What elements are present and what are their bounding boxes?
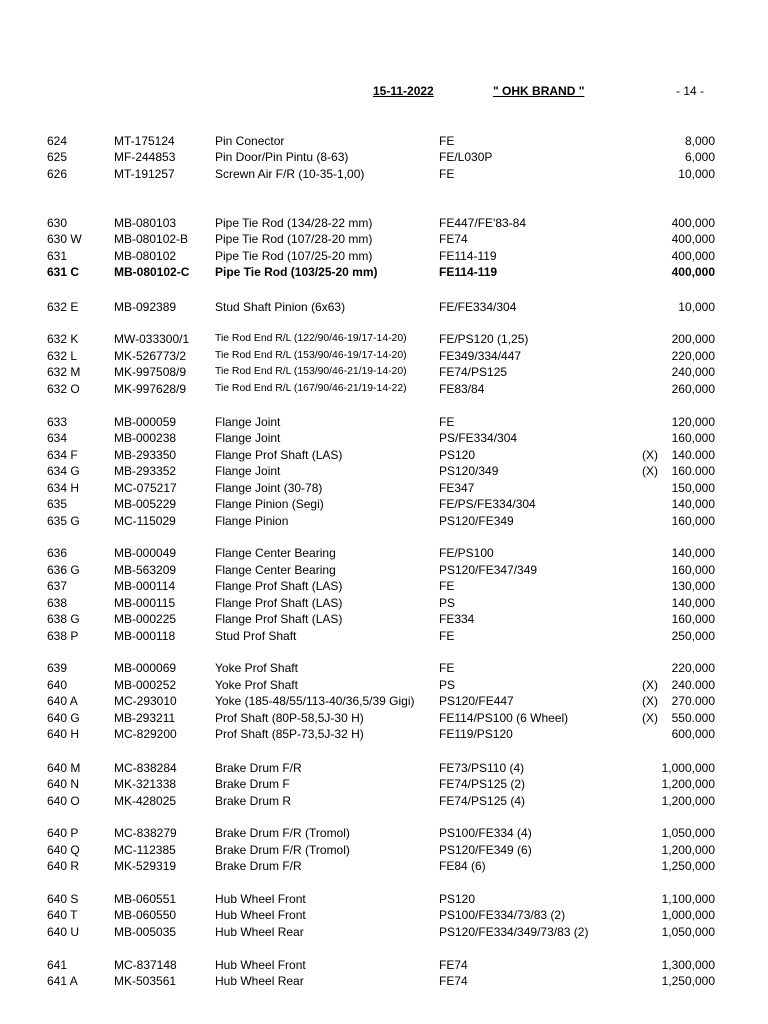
part-number: MC-837148 xyxy=(114,958,177,972)
part-number: MB-000114 xyxy=(114,579,176,593)
price: 1,050,000 xyxy=(661,925,715,939)
part-number: MB-060550 xyxy=(114,908,177,922)
application: FE114-119 xyxy=(439,265,498,279)
part-number: MB-000059 xyxy=(114,415,177,429)
price: 240,000 xyxy=(671,365,715,379)
application: PS120/349 xyxy=(439,464,499,478)
part-number: MB-080103 xyxy=(114,216,177,230)
item-number: 640 T xyxy=(47,908,78,922)
item-number: 636 xyxy=(47,546,68,560)
price: 140,000 xyxy=(671,596,715,610)
application: FE114/PS100 (6 Wheel) xyxy=(439,711,569,725)
description: Hub Wheel Front xyxy=(215,892,306,906)
part-number: MB-000115 xyxy=(114,596,176,610)
part-number: MB-000238 xyxy=(114,431,177,445)
description: Hub Wheel Front xyxy=(215,908,306,922)
item-number: 625 xyxy=(47,150,68,164)
part-number: MK-997628/9 xyxy=(114,382,187,396)
part-number: MB-060551 xyxy=(114,892,177,906)
price: 10,000 xyxy=(678,300,715,314)
description: Flange Center Bearing xyxy=(215,563,336,577)
description: Flange Prof Shaft (LAS) xyxy=(215,612,343,626)
price: 1,050,000 xyxy=(661,826,715,840)
item-number: 638 G xyxy=(47,612,80,626)
application: PS120/FE347/349 xyxy=(439,563,538,577)
item-number: 640 G xyxy=(47,711,80,725)
marker: (X) xyxy=(642,678,658,692)
list-row xyxy=(0,496,768,512)
description: Brake Drum F/R (Tromol) xyxy=(215,843,350,857)
description: Yoke Prof Shaft xyxy=(215,678,298,692)
part-number: MB-000049 xyxy=(114,546,177,560)
list-row xyxy=(0,710,768,726)
price: 600,000 xyxy=(671,727,715,741)
application: FE/PS120 (1,25) xyxy=(439,332,529,346)
description: Pin Conector xyxy=(215,134,285,148)
price: 1,200,000 xyxy=(661,794,715,808)
list-row xyxy=(0,562,768,578)
application: FE/L030P xyxy=(439,150,493,164)
price: 220,000 xyxy=(671,349,715,363)
item-number: 631 C xyxy=(47,265,80,279)
price: 120,000 xyxy=(671,415,715,429)
description: Tie Rod End R/L (153/90/46-19/17-14-20) xyxy=(215,350,407,361)
marker: (X) xyxy=(642,464,658,478)
part-number: MT-175124 xyxy=(114,134,175,148)
page-number: - 14 - xyxy=(676,84,705,98)
list-row xyxy=(0,149,768,165)
price: 130,000 xyxy=(671,579,715,593)
price: 220,000 xyxy=(671,661,715,675)
application: FE/PS100 xyxy=(439,546,494,560)
application: PS120 xyxy=(439,448,476,462)
description: Flange Joint (30-78) xyxy=(215,481,323,495)
price: 10,000 xyxy=(678,167,715,181)
application: FE74/PS125 (2) xyxy=(439,777,526,791)
application: FE74 xyxy=(439,232,468,246)
part-number: MB-000252 xyxy=(114,678,177,692)
description: Prof Shaft (80P-58,5J-30 H) xyxy=(215,711,364,725)
description: Screwn Air F/R (10-35-1,00) xyxy=(215,167,365,181)
price: 200,000 xyxy=(671,332,715,346)
part-number: MB-563209 xyxy=(114,563,177,577)
list-row xyxy=(0,693,768,709)
list-row xyxy=(0,677,768,693)
item-number: 640 U xyxy=(47,925,80,939)
price: 240.000 xyxy=(671,678,715,692)
item-number: 641 xyxy=(47,958,68,972)
application: FE xyxy=(439,167,455,181)
description: Hub Wheel Rear xyxy=(215,925,304,939)
application: FE74 xyxy=(439,958,468,972)
price: 400,000 xyxy=(671,216,715,230)
part-number: MB-005035 xyxy=(114,925,177,939)
description: Pin Door/Pin Pintu (8-63) xyxy=(215,150,349,164)
part-number: MC-075217 xyxy=(114,481,177,495)
list-row xyxy=(0,480,768,496)
application: FE119/PS120 xyxy=(439,727,513,741)
item-number: 640 H xyxy=(47,727,80,741)
list-row xyxy=(0,973,768,989)
application: FE347 xyxy=(439,481,475,495)
description: Pipe Tie Rod (107/28-20 mm) xyxy=(215,232,373,246)
list-row xyxy=(0,793,768,809)
item-number: 626 xyxy=(47,167,68,181)
description: Pipe Tie Rod (134/28-22 mm) xyxy=(215,216,373,230)
application: PS100/FE334 (4) xyxy=(439,826,532,840)
price: 140.000 xyxy=(671,448,715,462)
application: PS120/FE349 (6) xyxy=(439,843,532,857)
list-row xyxy=(0,726,768,742)
price: 1,250,000 xyxy=(661,974,715,988)
list-row xyxy=(0,842,768,858)
item-number: 640 M xyxy=(47,761,81,775)
part-number: MW-033300/1 xyxy=(114,332,190,346)
application: FE349/334/447 xyxy=(439,349,522,363)
part-number: MK-997508/9 xyxy=(114,365,187,379)
part-number: MT-191257 xyxy=(114,167,175,181)
part-number: MB-005229 xyxy=(114,497,177,511)
item-number: 632 K xyxy=(47,332,79,346)
description: Tie Rod End R/L (122/90/46-19/17-14-20) xyxy=(215,333,407,344)
part-number: MC-293010 xyxy=(114,694,177,708)
part-number: MB-000118 xyxy=(114,629,176,643)
part-number: MB-092389 xyxy=(114,300,177,314)
part-number: MF-244853 xyxy=(114,150,176,164)
application: FE334 xyxy=(439,612,475,626)
list-row xyxy=(0,348,768,364)
item-number: 639 xyxy=(47,661,68,675)
description: Tie Rod End R/L (167/90/46-21/19-14-22) xyxy=(215,383,407,394)
application: FE74 xyxy=(439,974,468,988)
part-number: MC-115029 xyxy=(114,514,176,528)
list-row xyxy=(0,628,768,644)
description: Hub Wheel Front xyxy=(215,958,306,972)
part-number: MB-293350 xyxy=(114,448,177,462)
price: 8,000 xyxy=(684,134,715,148)
list-row xyxy=(0,513,768,529)
price: 1,000,000 xyxy=(661,908,715,922)
item-number: 640 O xyxy=(47,794,80,808)
price: 1,300,000 xyxy=(661,958,715,972)
part-number: MB-293211 xyxy=(114,711,176,725)
part-number: MB-080102-C xyxy=(114,265,190,279)
price: 1,200,000 xyxy=(661,777,715,791)
application: FE447/FE'83-84 xyxy=(439,216,527,230)
price: 160.000 xyxy=(671,464,715,478)
marker: (X) xyxy=(642,711,658,725)
item-number: 634 F xyxy=(47,448,78,462)
price: 550.000 xyxy=(671,711,715,725)
description: Pipe Tie Rod (107/25-20 mm) xyxy=(215,249,373,263)
application: PS120/FE334/349/73/83 (2) xyxy=(439,925,589,939)
item-number: 633 xyxy=(47,415,68,429)
part-number: MC-838284 xyxy=(114,761,177,775)
part-number: MB-000069 xyxy=(114,661,177,675)
item-number: 640 N xyxy=(47,777,80,791)
application: FE xyxy=(439,661,455,675)
description: Flange Prof Shaft (LAS) xyxy=(215,448,343,462)
list-row xyxy=(0,611,768,627)
description: Hub Wheel Rear xyxy=(215,974,304,988)
list-row xyxy=(0,414,768,430)
application: PS120/FE349 xyxy=(439,514,514,528)
item-number: 638 xyxy=(47,596,68,610)
list-row xyxy=(0,264,768,280)
price: 1,000,000 xyxy=(661,761,715,775)
part-number: MC-829200 xyxy=(114,727,177,741)
application: PS120 xyxy=(439,892,476,906)
description: Brake Drum R xyxy=(215,794,292,808)
list-row xyxy=(0,215,768,231)
price: 140,000 xyxy=(671,546,715,560)
list-row xyxy=(0,891,768,907)
price: 160,000 xyxy=(671,612,715,626)
application: PS/FE334/304 xyxy=(439,431,518,445)
list-row xyxy=(0,760,768,776)
list-row xyxy=(0,430,768,446)
item-number: 640 A xyxy=(47,694,78,708)
item-number: 624 xyxy=(47,134,68,148)
item-number: 636 G xyxy=(47,563,80,577)
item-number: 632 L xyxy=(47,349,78,363)
price: 1,200,000 xyxy=(661,843,715,857)
description: Yoke Prof Shaft xyxy=(215,661,298,675)
item-number: 631 xyxy=(47,249,68,263)
list-row xyxy=(0,133,768,149)
application: FE74/PS125 (4) xyxy=(439,794,526,808)
description: Flange Center Bearing xyxy=(215,546,336,560)
item-number: 632 E xyxy=(47,300,79,314)
description: Flange Joint xyxy=(215,431,281,445)
application: FE/FE334/304 xyxy=(439,300,517,314)
price: 140,000 xyxy=(671,497,715,511)
price: 250,000 xyxy=(671,629,715,643)
application: FE73/PS110 (4) xyxy=(439,761,525,775)
list-row xyxy=(0,776,768,792)
description: Flange Prof Shaft (LAS) xyxy=(215,579,343,593)
description: Flange Joint xyxy=(215,415,281,429)
list-row xyxy=(0,545,768,561)
description: Tie Rod End R/L (153/90/46-21/19-14-20) xyxy=(215,366,407,377)
description: Flange Pinion (Segi) xyxy=(215,497,324,511)
list-row xyxy=(0,331,768,347)
application: PS xyxy=(439,596,456,610)
application: PS100/FE334/73/83 (2) xyxy=(439,908,566,922)
item-number: 635 G xyxy=(47,514,80,528)
description: Brake Drum F/R xyxy=(215,859,302,873)
price: 400,000 xyxy=(671,265,715,279)
list-row xyxy=(0,166,768,182)
application: PS120/FE447 xyxy=(439,694,514,708)
item-number: 635 xyxy=(47,497,68,511)
part-number: MB-080102 xyxy=(114,249,177,263)
description: Brake Drum F xyxy=(215,777,290,791)
item-number: 634 xyxy=(47,431,68,445)
description: Flange Joint xyxy=(215,464,281,478)
price: 160,000 xyxy=(671,431,715,445)
description: Stud Shaft Pinion (6x63) xyxy=(215,300,346,314)
part-number: MK-321338 xyxy=(114,777,177,791)
list-row xyxy=(0,299,768,315)
part-number: MK-526773/2 xyxy=(114,349,187,363)
list-row xyxy=(0,957,768,973)
item-number: 640 R xyxy=(47,859,80,873)
part-number: MB-293352 xyxy=(114,464,177,478)
description: Stud Prof Shaft xyxy=(215,629,297,643)
part-number: MC-838279 xyxy=(114,826,177,840)
part-number: MC-112385 xyxy=(114,843,176,857)
list-row xyxy=(0,595,768,611)
description: Brake Drum F/R (Tromol) xyxy=(215,826,350,840)
list-row xyxy=(0,381,768,397)
item-number: 632 M xyxy=(47,365,81,379)
item-number: 641 A xyxy=(47,974,78,988)
item-number: 630 xyxy=(47,216,68,230)
list-row xyxy=(0,578,768,594)
list-row xyxy=(0,907,768,923)
price: 400,000 xyxy=(671,249,715,263)
price: 400,000 xyxy=(671,232,715,246)
brand-title: " OHK BRAND " xyxy=(493,84,585,98)
application: PS xyxy=(439,678,456,692)
list-row xyxy=(0,924,768,940)
application: FE114-119 xyxy=(439,249,497,263)
price: 260,000 xyxy=(671,382,715,396)
list-row xyxy=(0,364,768,380)
list-row xyxy=(0,248,768,264)
price: 160,000 xyxy=(671,563,715,577)
item-number: 640 P xyxy=(47,826,79,840)
page-date: 15-11-2022 xyxy=(373,84,434,98)
list-row xyxy=(0,231,768,247)
application: FE xyxy=(439,415,455,429)
application: FE/PS/FE334/304 xyxy=(439,497,536,511)
list-row xyxy=(0,463,768,479)
description: Flange Pinion xyxy=(215,514,289,528)
part-number: MK-503561 xyxy=(114,974,177,988)
item-number: 634 G xyxy=(47,464,80,478)
item-number: 638 P xyxy=(47,629,79,643)
part-number: MK-428025 xyxy=(114,794,177,808)
application: FE xyxy=(439,629,455,643)
item-number: 640 S xyxy=(47,892,79,906)
item-number: 640 xyxy=(47,678,68,692)
marker: (X) xyxy=(642,448,658,462)
price: 160,000 xyxy=(671,514,715,528)
list-row xyxy=(0,660,768,676)
description: Pipe Tie Rod (103/25-20 mm) xyxy=(215,265,378,279)
price: 270.000 xyxy=(671,694,715,708)
part-number: MB-000225 xyxy=(114,612,177,626)
item-number: 630 W xyxy=(47,232,82,246)
description: Brake Drum F/R xyxy=(215,761,302,775)
part-number: MK-529319 xyxy=(114,859,177,873)
application: FE83/84 xyxy=(439,382,485,396)
application: FE xyxy=(439,134,455,148)
item-number: 637 xyxy=(47,579,68,593)
list-row xyxy=(0,447,768,463)
application: FE74/PS125 xyxy=(439,365,508,379)
application: FE xyxy=(439,579,455,593)
price: 1,250,000 xyxy=(661,859,715,873)
list-row xyxy=(0,825,768,841)
item-number: 634 H xyxy=(47,481,80,495)
price: 1,100,000 xyxy=(661,892,715,906)
part-number: MB-080102-B xyxy=(114,232,189,246)
item-number: 640 Q xyxy=(47,843,80,857)
description: Flange Prof Shaft (LAS) xyxy=(215,596,343,610)
price: 6,000 xyxy=(684,150,715,164)
description: Yoke (185-48/55/113-40/36,5/39 Gigi) xyxy=(215,694,415,708)
application: FE84 (6) xyxy=(439,859,486,873)
marker: (X) xyxy=(642,694,658,708)
description: Prof Shaft (85P-73,5J-32 H) xyxy=(215,727,364,741)
list-row xyxy=(0,858,768,874)
item-number: 632 O xyxy=(47,382,80,396)
price: 150,000 xyxy=(671,481,715,495)
